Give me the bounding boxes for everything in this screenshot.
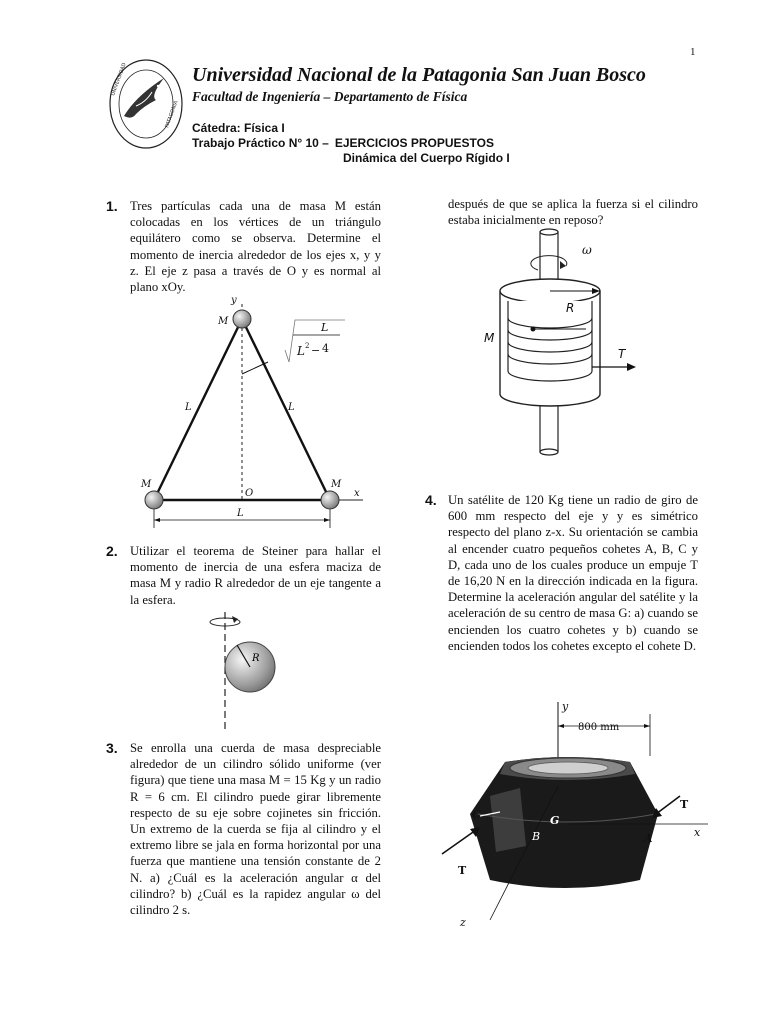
cylinder-mass-label: M bbox=[484, 331, 495, 345]
svg-text:UNIVERSIDAD: UNIVERSIDAD bbox=[110, 62, 128, 97]
x-axis-label: x bbox=[354, 488, 360, 499]
satellite-z-axis: z bbox=[460, 916, 466, 928]
mass-left bbox=[145, 491, 163, 509]
base-label: L bbox=[237, 508, 244, 519]
problem-1-text: Tres partículas cada una de masa M están colocadas en los vértices de un triángulo equilátero como se observa. Determine el momento de inercia alrededor de los ejes x, y y z. El eje z pasa a través de O y es normal al plano xOy. bbox=[130, 199, 381, 295]
satellite-dimension: 800 mm bbox=[578, 722, 620, 733]
height-formula-l: L bbox=[297, 344, 305, 358]
page-number: 1 bbox=[690, 46, 696, 58]
mass-left-label: M bbox=[141, 479, 152, 490]
thrust-right-label: T bbox=[680, 798, 689, 811]
satellite-x-axis: x bbox=[694, 826, 701, 839]
mass-right bbox=[321, 491, 339, 509]
triangle-figure bbox=[135, 292, 375, 532]
origin-label: O bbox=[245, 488, 254, 499]
problem-1-number: 1. bbox=[106, 198, 118, 214]
rocket-c-label: C bbox=[472, 808, 481, 821]
problem-4-number: 4. bbox=[425, 492, 437, 508]
mass-top-label: M bbox=[218, 316, 229, 327]
chair-line: Cátedra: Física I bbox=[192, 121, 285, 135]
university-title: Universidad Nacional de la Patagonia San Juan Bosco bbox=[192, 64, 646, 86]
y-axis-label: y bbox=[231, 295, 237, 306]
problem-3-text: Se enrolla una cuerda de masa despreciable alrededor de un cilindro sólido uniforme (ver figura) que tiene una masa M = 15 Kg y un radio R = 6 cm. El cilindro puede girar libremente respecto de su eje sobre cojinetes sin fricción. Un extremo de la cuerda se fija al cilindro y el extremo libre se jala en forma horizontal por una fuerza que mantiene una tensión constante de 2 N. a) ¿Cuál es la aceleración angular α del cilindro? b) ¿Cuál es la rapidez angular ω del cilindro 2 s. bbox=[130, 741, 381, 918]
height-formula-minus: − bbox=[311, 344, 321, 357]
sphere-figure bbox=[200, 612, 280, 736]
problem-4-text: Un satélite de 120 Kg tiene un radio de giro de 600 mm respecto del eje y y es simétrico respecto del plano z-x. Su orientación se cambia al encender cuatro pequeños cohetes A, B, C y D, cada uno de los cuales produce un empuje T de 16,20 N en la dirección indicada en la figura. Determine la aceleración angular del satélite y la aceleración de su centro de masa G: a) cuando se encienden los cuatro cohetes y b) cuando se encienden todos los cohetes excepto el cohete D. bbox=[448, 493, 698, 653]
cylinder-radius-label: R bbox=[566, 301, 575, 315]
topic-line: Dinámica del Cuerpo Rígido I bbox=[343, 151, 510, 165]
center-g-label: G bbox=[550, 814, 560, 827]
problem-3-continuation: después de que se aplica la fuerza si el cilindro estaba inicialmente en reposo? bbox=[448, 197, 698, 228]
satellite-figure bbox=[430, 696, 708, 928]
svg-text:PATAGONIA: PATAGONIA bbox=[164, 100, 180, 129]
practical-number: Trabajo Práctico N° 10 – bbox=[192, 136, 329, 150]
problem-2-text: Utilizar el teorema de Steiner para hallar el momento de inercia de una esfera maciza de masa M y radio R alrededor de un eje tangente a la esfera. bbox=[130, 544, 381, 607]
problem-3-number: 3. bbox=[106, 740, 118, 756]
height-formula-num: L bbox=[321, 321, 329, 334]
cylinder-figure bbox=[478, 226, 658, 460]
rocket-a-label: A bbox=[644, 832, 653, 845]
height-formula-den: 4 bbox=[322, 342, 329, 355]
height-formula-sup: 2 bbox=[305, 342, 310, 350]
cylinder-omega-label: ω bbox=[582, 243, 592, 257]
rocket-b-label: B bbox=[532, 830, 541, 843]
practical-line bbox=[192, 136, 494, 150]
university-seal-logo bbox=[106, 56, 186, 152]
mass-right-label: M bbox=[331, 479, 342, 490]
thrust-left-label: T bbox=[458, 864, 467, 877]
mass-top bbox=[233, 310, 251, 328]
cylinder-tension-label: T bbox=[618, 347, 626, 361]
faculty-subtitle: Facultad de Ingeniería – Departamento de Física bbox=[192, 89, 468, 104]
problem-2-number: 2. bbox=[106, 543, 118, 559]
side-right-label: L bbox=[288, 402, 295, 413]
satellite-y-axis: y bbox=[562, 700, 569, 713]
side-left-label: L bbox=[185, 402, 192, 413]
sphere-radius-label: R bbox=[252, 653, 260, 664]
practical-type: EJERCICIOS PROPUESTOS bbox=[334, 136, 495, 150]
